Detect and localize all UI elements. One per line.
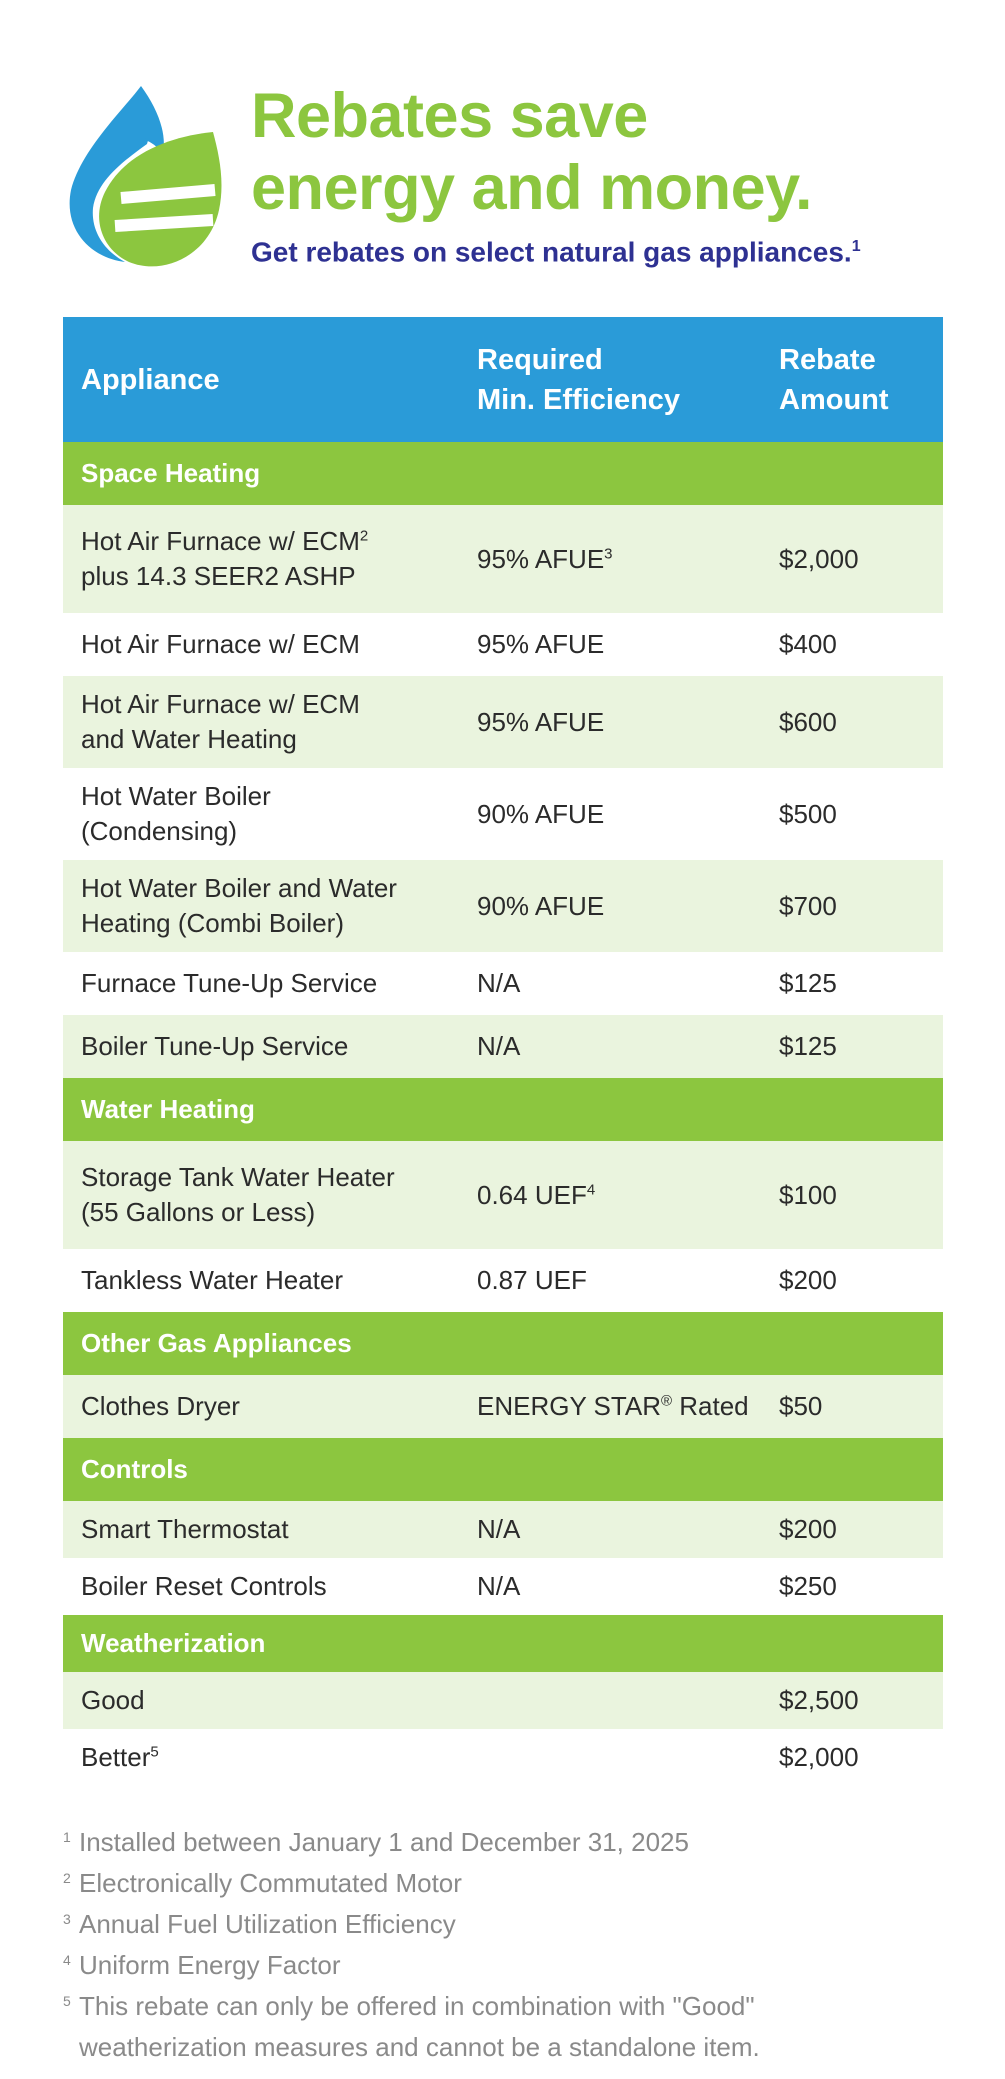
footnote-text: This rebate can only be offered in combination with "Good" weatherization measures and cannot be a standalone item. (79, 1991, 760, 2062)
rebate-cell: $50 (779, 1391, 823, 1421)
leaf-drop-logo-icon (63, 80, 223, 270)
subtitle-text: Get rebates on select natural gas appliances. (251, 236, 852, 268)
appliance-cell: Clothes Dryer (81, 1391, 240, 1421)
section-label: Controls (81, 1454, 188, 1484)
efficiency-value: ENERGY STAR (477, 1391, 661, 1421)
footnote (63, 1863, 963, 1904)
efficiency-cell: 0.87 UEF (477, 1265, 587, 1295)
appliance-line-2: (55 Gallons or Less) (81, 1197, 316, 1227)
section-water-heating (63, 1078, 943, 1141)
efficiency-footnote-mark: 4 (586, 1180, 596, 1198)
footnote-text: Uniform Energy Factor (79, 1950, 341, 1980)
appliance-line-2: (Condensing) (81, 816, 238, 846)
appliance-line-1: Hot Air Furnace w/ ECM (81, 526, 360, 556)
section-other-gas-appliances (63, 1312, 943, 1375)
efficiency-cell: N/A (477, 1571, 521, 1601)
header (63, 80, 963, 280)
efficiency-cell: 90% AFUE (477, 798, 605, 829)
footnote-mark: 3 (63, 1911, 71, 1927)
table-row (63, 1558, 943, 1615)
section-label: Space Heating (81, 458, 261, 488)
appliance-line-2: Heating (Combi Boiler) (81, 908, 344, 938)
footnote-mark: 1 (63, 1829, 71, 1845)
efficiency-cell: 95% AFUE (477, 629, 605, 659)
table-row (63, 1141, 943, 1249)
table-row (63, 676, 943, 768)
table-row (63, 1501, 943, 1558)
rebate-table (63, 317, 943, 1786)
footnote-mark: 5 (63, 1993, 71, 2009)
table-row (63, 1672, 943, 1729)
rebate-cell: $400 (779, 629, 837, 659)
title-block (251, 80, 991, 269)
appliance-cell: Hot Air Furnace w/ ECM (81, 629, 360, 659)
table-row (63, 952, 943, 1015)
efficiency-cell (477, 1178, 779, 1213)
appliance-line-1: Hot Air Furnace w/ ECM (81, 689, 360, 719)
table-row (63, 505, 943, 613)
efficiency-cell: 95% AFUE (477, 706, 605, 737)
appliance-footnote-mark: 2 (359, 527, 369, 545)
footnote-text: Electronically Commutated Motor (79, 1868, 462, 1898)
appliance-cell: Boiler Reset Controls (81, 1571, 327, 1601)
rebate-cell: $500 (779, 798, 837, 829)
rebate-cell: $2,000 (779, 1742, 859, 1772)
rebate-cell: $200 (779, 1265, 837, 1295)
efficiency-value: 0.64 UEF (477, 1179, 587, 1210)
appliance-cell: Furnace Tune-Up Service (81, 968, 378, 998)
header-rebate (779, 340, 943, 420)
appliance-cell (63, 871, 477, 941)
footnote-text: Installed between January 1 and December 31, 2025 (79, 1827, 689, 1857)
rebate-cell: $2,500 (779, 1685, 859, 1715)
rebate-cell: $200 (779, 1514, 837, 1544)
appliance-line-1: Hot Water Boiler and Water (81, 873, 397, 903)
table-row (63, 860, 943, 952)
footnote (63, 1822, 963, 1863)
appliance-cell: Good (81, 1685, 145, 1715)
appliance-cell: Smart Thermostat (81, 1514, 289, 1544)
footnote-mark: 4 (63, 1952, 71, 1968)
table-row (63, 1015, 943, 1078)
rebate-cell: $125 (779, 968, 837, 998)
header-rebate-line-2: Amount (779, 383, 889, 416)
header-rebate-line-1: Rebate (779, 343, 876, 376)
appliance-cell (63, 1740, 477, 1775)
efficiency-suffix: Rated (672, 1391, 749, 1421)
table-row (63, 613, 943, 676)
rebate-cell: $125 (779, 1031, 837, 1061)
footnote-text: Annual Fuel Utilization Efficiency (79, 1909, 456, 1939)
efficiency-cell: N/A (477, 968, 521, 998)
rebate-cell: $100 (779, 1179, 837, 1210)
appliance-footnote-mark: 5 (150, 1743, 159, 1761)
registered-mark: ® (660, 1392, 673, 1410)
header-efficiency-line-2: Min. Efficiency (477, 383, 681, 416)
appliance-cell (63, 524, 477, 594)
header-efficiency-line-1: Required (477, 343, 603, 376)
rebate-cell: $600 (779, 706, 837, 737)
efficiency-value: 95% AFUE (477, 543, 605, 574)
efficiency-cell (477, 542, 779, 577)
footnote-mark: 2 (63, 1870, 71, 1886)
appliance-text: Better (81, 1742, 151, 1772)
footnote (63, 1904, 963, 1945)
section-label: Other Gas Appliances (81, 1328, 352, 1358)
efficiency-cell: N/A (477, 1031, 521, 1061)
rebate-cell: $250 (779, 1571, 837, 1601)
rebate-cell: $2,000 (779, 543, 859, 574)
efficiency-cell (477, 1389, 779, 1424)
rebate-cell: $700 (779, 890, 837, 921)
page-subtitle (251, 230, 991, 269)
efficiency-cell: N/A (477, 1514, 521, 1544)
footnote (63, 1945, 963, 1986)
footnote (63, 1986, 963, 2068)
appliance-cell: Boiler Tune-Up Service (81, 1031, 349, 1061)
header-appliance: Appliance (81, 363, 220, 396)
section-label: Water Heating (81, 1094, 255, 1124)
section-space-heating (63, 442, 943, 505)
page-title-line-1: Rebates save (251, 81, 648, 151)
appliance-line-2: and Water Heating (81, 724, 297, 754)
appliance-cell (63, 687, 477, 757)
appliance-cell (63, 1160, 477, 1230)
section-controls (63, 1438, 943, 1501)
efficiency-cell: 90% AFUE (477, 890, 605, 921)
efficiency-footnote-mark: 3 (604, 544, 613, 562)
appliance-line-1: Storage Tank Water Heater (81, 1162, 395, 1192)
appliance-cell: Tankless Water Heater (81, 1265, 344, 1295)
table-row (63, 1249, 943, 1312)
table-header (63, 317, 943, 442)
table-row (63, 768, 943, 860)
section-weatherization (63, 1615, 943, 1672)
appliance-line-1: Hot Water Boiler (81, 781, 271, 811)
appliance-line-2: plus 14.3 SEER2 ASHP (81, 561, 356, 591)
table-row (63, 1729, 943, 1786)
appliance-cell (63, 779, 477, 849)
header-efficiency (477, 340, 779, 420)
subtitle-footnote-mark: 1 (851, 238, 861, 255)
section-label: Weatherization (81, 1628, 266, 1658)
footnotes (63, 1822, 963, 2068)
table-row (63, 1375, 943, 1438)
page-title-line-2: energy and money. (251, 153, 812, 223)
